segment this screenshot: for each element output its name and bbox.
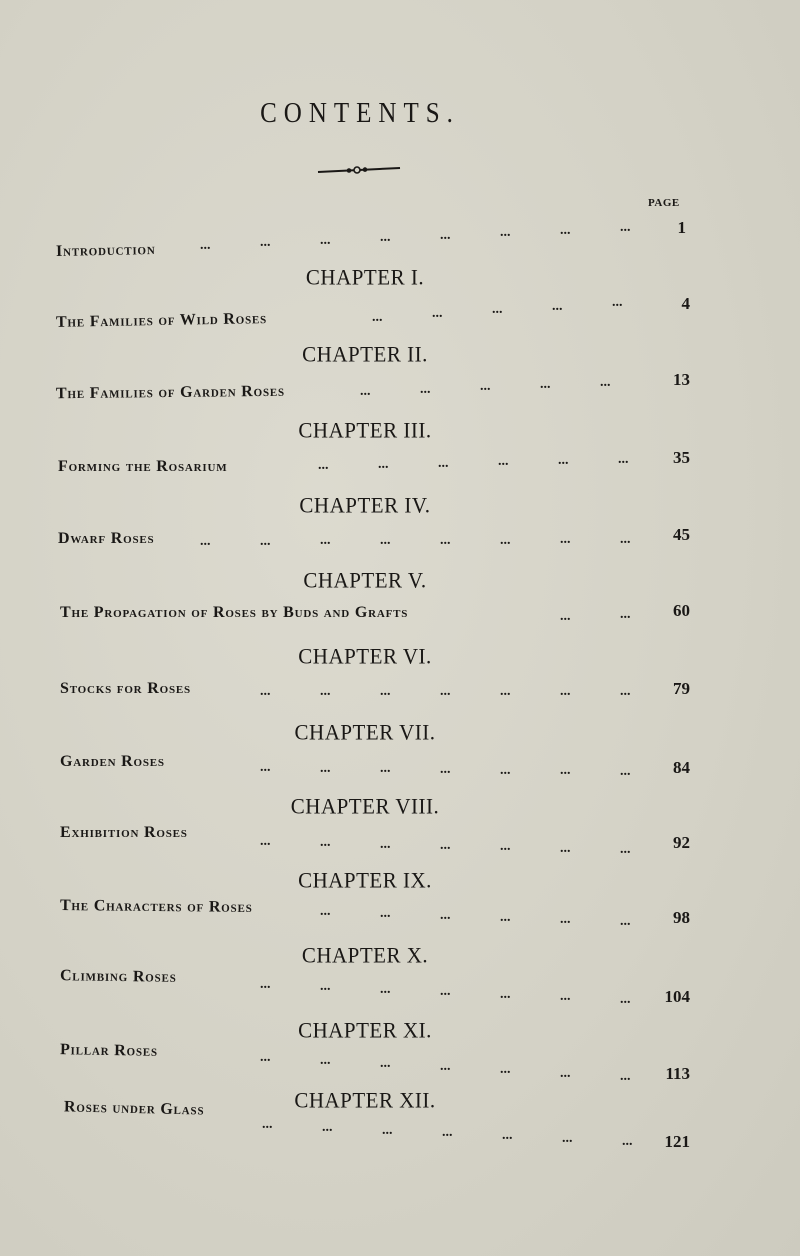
dot-leader: ... (320, 835, 331, 851)
dot-leader: ... (432, 306, 443, 322)
dot-leader: ... (320, 1053, 331, 1069)
dot-leader: ... (440, 227, 451, 243)
page-column-label: PAGE (648, 197, 680, 209)
dot-leader: ... (380, 1056, 391, 1072)
entry-page-number: 60 (673, 601, 690, 620)
page-title: CONTENTS. (260, 97, 460, 129)
dot-leader: ... (320, 232, 331, 248)
dot-leader: ... (440, 1059, 451, 1075)
dot-leader: ... (500, 1062, 511, 1078)
chapter-heading: CHAPTER III. (298, 417, 432, 443)
dot-leader: ... (480, 379, 491, 395)
dot-leader: ... (260, 760, 271, 775)
dot-leader: ... (498, 454, 509, 470)
entry-title: The Families of Wild Roses (55, 310, 268, 331)
dot-leader: ... (600, 374, 611, 390)
entry-title: Roses under Glass (63, 1098, 205, 1119)
dot-leader: ... (260, 235, 271, 251)
dot-leader: ... (620, 763, 631, 779)
toc-entry-chapter-7[interactable] (0, 753, 800, 783)
chapter-heading: CHAPTER V. (303, 567, 427, 593)
dot-leader: ... (442, 1125, 453, 1141)
dot-leader: ... (320, 904, 331, 919)
dot-leader: ... (322, 1119, 333, 1135)
dot-leader: ... (420, 381, 431, 397)
dot-leader: ... (262, 1117, 273, 1132)
toc-entry-chapter-2[interactable] (0, 370, 800, 412)
dot-leader: ... (438, 455, 449, 471)
entry-page-number: 13 (673, 370, 690, 389)
entry-page-number: 1 (677, 218, 686, 237)
dot-leader: ... (620, 1068, 631, 1084)
toc-entry-chapter-1[interactable] (0, 294, 800, 340)
dot-leader: ... (620, 991, 631, 1007)
toc-entry-chapter-5[interactable] (0, 601, 800, 634)
dot-leader: ... (500, 909, 511, 925)
chapter-heading: CHAPTER VII. (294, 719, 436, 745)
chapter-heading: CHAPTER X. (301, 942, 429, 968)
dot-leader: ... (500, 762, 511, 778)
dot-leader: ... (560, 911, 571, 927)
dot-leader: ... (380, 761, 391, 777)
dot-leader: ... (320, 533, 331, 549)
entry-title: Climbing Roses (59, 967, 177, 986)
dot-leader: ... (378, 456, 389, 472)
dot-leader: ... (500, 986, 511, 1002)
dot-leader: ... (620, 607, 631, 623)
dot-leader: ... (552, 298, 563, 314)
dot-leader: ... (560, 222, 571, 238)
entry-title: Exhibition Roses (60, 824, 188, 841)
toc-entry-chapter-8[interactable] (0, 824, 800, 854)
toc-entry-chapter-12[interactable] (0, 1098, 800, 1151)
dot-leader: ... (380, 533, 391, 549)
chapter-heading: CHAPTER II. (302, 341, 428, 367)
dot-leader: ... (440, 984, 451, 1000)
entry-title: Forming the Rosarium (58, 458, 228, 475)
chapter-heading: CHAPTER XI. (298, 1017, 432, 1043)
dot-leader: ... (620, 684, 631, 699)
dot-leader: ... (558, 453, 569, 469)
dot-leader: ... (440, 907, 451, 923)
dot-leader: ... (612, 294, 623, 310)
dot-leader: ... (318, 458, 329, 473)
entry-page-number: 113 (665, 1064, 690, 1083)
dot-leader: ... (440, 837, 451, 853)
entry-page-number: 45 (673, 525, 690, 544)
dot-leader: ... (440, 684, 451, 699)
dot-leader: ... (560, 1065, 571, 1081)
dot-leader: ... (500, 684, 511, 699)
chapter-heading: CHAPTER IV. (299, 492, 431, 518)
dot-leader: ... (320, 979, 331, 995)
entry-title: The Families of Garden Roses (55, 382, 286, 403)
dot-leader: ... (500, 225, 511, 241)
dot-leader: ... (560, 763, 571, 779)
dot-leader: ... (200, 534, 211, 549)
dot-leader: ... (620, 913, 631, 929)
dot-leader: ... (620, 841, 631, 857)
entry-page-number: 98 (673, 908, 690, 927)
entry-title: The Propagation of Roses by Buds and Grafts (60, 604, 409, 621)
toc-entry-chapter-9[interactable] (0, 898, 800, 928)
chapter-heading: CHAPTER I. (305, 264, 425, 290)
entry-title: Stocks for Roses (60, 680, 191, 697)
dot-leader: ... (560, 684, 571, 699)
toc-entry-chapter-4[interactable] (0, 525, 800, 560)
ornament-rule-icon (316, 163, 402, 177)
chapter-heading: CHAPTER VIII. (290, 793, 440, 819)
entry-page-number: 84 (673, 758, 690, 777)
dot-leader: ... (320, 684, 331, 699)
dot-leader: ... (380, 905, 391, 921)
dot-leader: ... (380, 230, 391, 246)
entry-title: Pillar Roses (59, 1041, 159, 1060)
dot-leader: ... (560, 609, 571, 624)
dot-leader: ... (500, 839, 511, 855)
entry-title: Dwarf Roses (58, 530, 155, 547)
dot-leader: ... (500, 532, 511, 548)
dot-leader: ... (440, 761, 451, 777)
entry-title: Garden Roses (60, 753, 165, 770)
dot-leader: ... (618, 452, 629, 468)
dot-leader: ... (560, 989, 571, 1005)
dot-leader: ... (560, 532, 571, 548)
chapter-heading: CHAPTER XII. (294, 1087, 436, 1113)
entry-page-number: 79 (673, 679, 690, 698)
dot-leader: ... (562, 1131, 573, 1147)
entry-title: Introduction (55, 240, 156, 261)
dot-leader: ... (260, 834, 271, 849)
toc-entry-chapter-3[interactable] (0, 448, 800, 488)
entry-page-number: 92 (673, 833, 690, 852)
dot-leader: ... (260, 684, 271, 699)
dot-leader: ... (382, 1122, 393, 1138)
dot-leader: ... (360, 384, 371, 399)
dot-leader: ... (380, 981, 391, 997)
dot-leader: ... (492, 302, 503, 318)
entry-page-number: 35 (673, 448, 690, 467)
dot-leader: ... (440, 532, 451, 548)
dot-leader: ... (620, 220, 631, 236)
dot-leader: ... (560, 840, 571, 856)
toc-entry-chapter-10[interactable] (0, 967, 800, 1006)
dot-leader: ... (260, 1050, 271, 1065)
dot-leader: ... (620, 532, 631, 548)
chapter-heading: CHAPTER IX. (298, 867, 432, 893)
dot-leader: ... (622, 1133, 633, 1149)
toc-entry-chapter-6[interactable] (0, 680, 800, 710)
dot-leader: ... (200, 238, 211, 253)
dot-leader: ... (320, 760, 331, 776)
dot-leader: ... (260, 977, 271, 992)
dot-leader: ... (502, 1128, 513, 1144)
entry-page-number: 104 (664, 987, 690, 1006)
dot-leader: ... (540, 377, 551, 393)
toc-entry-introduction[interactable] (0, 218, 800, 266)
toc-entry-chapter-11[interactable] (0, 1041, 800, 1083)
dot-leader: ... (380, 836, 391, 852)
chapter-heading: CHAPTER VI. (298, 643, 432, 669)
dot-leader: ... (260, 533, 271, 549)
entry-page-number: 121 (664, 1132, 690, 1151)
entry-page-number: 4 (681, 294, 690, 313)
dot-leader: ... (380, 684, 391, 699)
entry-title: The Characters of Roses (59, 896, 253, 917)
dot-leader: ... (372, 310, 383, 325)
